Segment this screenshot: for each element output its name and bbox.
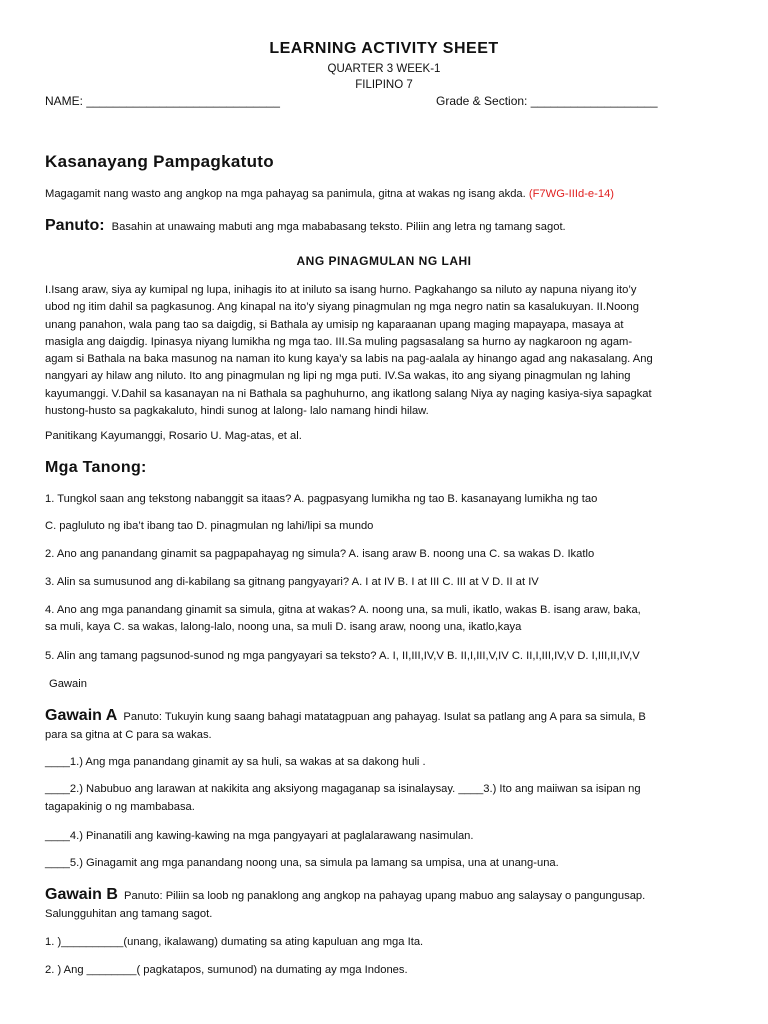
question-line: 2. Ano ang panandang ginamit sa pagpapahayag ng simula? A. isang araw B. noong una C. sa wakas D. Ikatlo [45,548,595,560]
gawain-a-item: ____5.) Ginagamit ang mga panandang noong una, sa simula pa lamang sa umpisa, una at unang-una. [45,857,559,869]
gawain-a-item: ____1.) Ang mga panandang ginamit ay sa huli, sa wakas at sa dakong huli . [45,756,426,768]
question-line: 5. Alin ang tamang pagsunod-sunod ng mga pangyayari sa teksto? A. I, II,III,IV,V B. II,I,III,V,IV C. II,I,III,IV,V D. I,III,II,IV,V [45,650,640,662]
story-source: Panitikang Kayumanggi, Rosario U. Mag-atas, et al. [45,430,302,442]
kasanayan-heading: Kasanayang Pampagkatuto [45,152,274,171]
quarter-label: QUARTER 3 WEEK-1 [327,63,441,75]
name-field: NAME: _____________________________ [45,94,280,108]
gawain-b-item: 2. ) Ang ________( pagkatapos, sumunod) na dumating ay mga Indones. [45,964,408,976]
gawain-b-instruction: Panuto: Piliin sa loob ng panaklong ang angkop na pahayag upang mabuo ang salaysay o pangungusap. [124,890,646,902]
gawain-a-item: ____2.) Nabubuo ang larawan at nakikita ang aksiyong magaganap sa isinalaysay. ____3.) Ito ang maiiwan sa isipan ng [45,783,641,795]
sheet-title: LEARNING ACTIVITY SHEET [269,40,499,57]
gawain-label: Gawain [49,678,87,690]
panuto-label: Panuto: [45,217,105,234]
gawain-b-item: 1. )__________(unang, ikalawang) dumating sa ating kapuluan ang mga Ita. [45,936,424,948]
question-line: sa muli, kaya C. sa wakas, lalong-lalo, noong una, sa muli D. isang araw, noong una, ikatlo,kaya [45,621,522,633]
story-line: kayumanggi. V.Dahil sa kasanayan na ni Bathala sa paghuhurno, ang ikatlong salang Niya ay naging kasiya-siya sapagkat [45,387,652,400]
question-line: 4. Ano ang mga panandang ginamit sa simula, gitna at wakas? A. noong una, sa muli, ikatlo, wakas B. isang araw, baka, [45,604,641,616]
question-line: C. pagluluto ng iba’t ibang tao D. pinagmulan ng lahi/lipi sa mundo [45,520,374,532]
kasanayan-text [45,188,614,200]
gawain-a-instruction-cont: para sa gitna at C para sa wakas. [45,729,212,741]
panuto-text: Basahin at unawaing mabuti ang mga mababasang teksto. Piliin ang letra ng tamang sagot. [111,221,566,233]
gawain-b-label: Gawain B [45,886,118,903]
gawain-a-instruction: Panuto: Tukuyin kung saang bahagi matatagpuan ang pahayag. Isulat sa patlang ang A para sa simula, B [123,711,646,723]
competency-code: (F7WG-IIId-e-14) [528,188,615,200]
gawain-a-item: ____4.) Pinanatili ang kawing-kawing na mga pangyayari at paglalarawang nasimulan. [45,830,474,842]
gawain-a-label: Gawain A [45,707,118,724]
story-line: unang panahon, wala pang tao sa daigdig, si Bathala ay umisip ng kaparaanan upang maging mapayapa, masaya at [45,318,624,331]
question-line: 1. Tungkol saan ang tekstong nabanggit sa itaas? A. pagpasyang lumikha ng tao B. kasanayang lumikha ng tao [45,493,598,505]
story-line: I.Isang araw, siya ay kumipal ng lupa, inihagis ito at iniluto sa isang hurno. Pagkahango sa niluto ay napuna niyang ito’y [45,284,637,296]
story-line: agam si Bathala na baka masunog na naman ito kung kaya’y sa labis na pag-aalala ay hinango agad ang nakasalang. Ang [45,353,653,366]
gawain-a-header [45,707,646,725]
gawain-b-header [45,886,645,904]
gawain-b-instruction-cont: Salungguhitan ang tamang sagot. [45,908,213,920]
tanong-heading: Mga Tanong: [45,459,147,476]
story-line: hustong-husto sa pagkakaluto, hindi sunog at lalong- lalo namang hindi hilaw. [45,405,429,418]
kasanayan-statement: Magagamit nang wasto ang angkop na mga pahayag sa panimula, gitna at wakas ng isang akda. [45,188,526,200]
panuto [45,217,566,235]
subject-label: FILIPINO 7 [355,79,413,91]
question-line: 3. Alin sa sumusunod ang di-kabilang sa gitnang pangyayari? A. I at IV B. I at III C. III at V D. II at IV [45,576,539,588]
story-text [45,282,725,420]
story-line: nangyari ay hilaw ang niluto. Ito ang pinagmulan ng lipi ng mga puti. IV.Sa wakas, ito ang siyang pinagmulan ng lahing [45,370,631,383]
grade-section-field: Grade & Section: ___________________ [436,94,658,108]
gawain-a-item: tagapakinig o ng mambabasa. [45,801,195,813]
story-title: ANG PINAGMULAN NG LAHI [296,254,472,268]
story-line: ubod ng itim dahil sa pagkasunog. Ang kinapal na ito’y siyang pinagmulan ng mga negro natin sa kasalukuyan. II.Noong [45,301,639,314]
story-line: masigla ang daigdig. Ipinasya niyang lumikha ng mga tao. III.Sa muling pagsasalang sa hurno ay nagkaroon ng agam- [45,335,633,348]
